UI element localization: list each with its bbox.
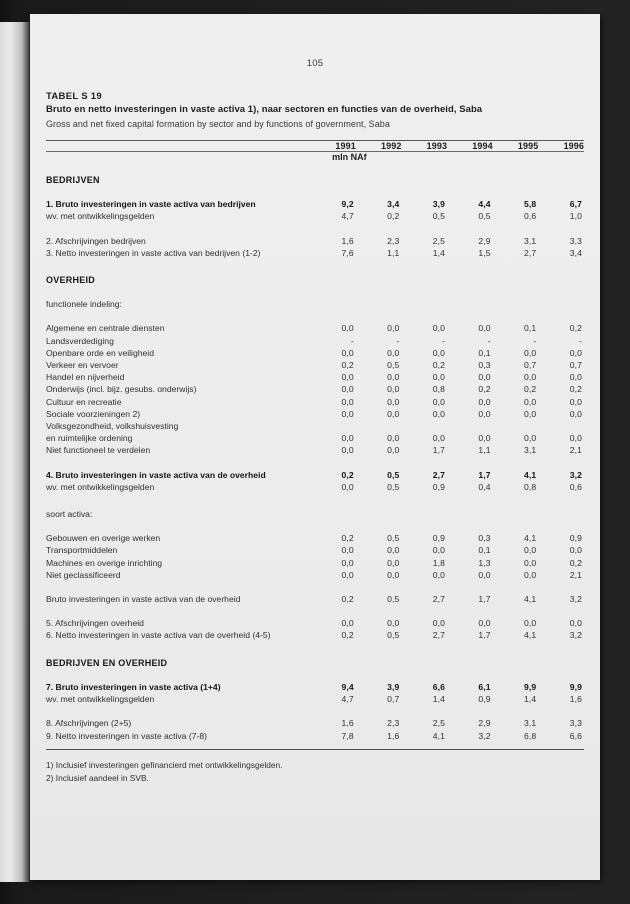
cell-value: 0,0 <box>524 618 537 629</box>
row-label: Gebouwen en overige werken <box>46 533 161 544</box>
cell-value: 2,9 <box>478 235 491 246</box>
cell-value: 0,9 <box>432 481 446 492</box>
cell-value: 0,2 <box>341 469 354 480</box>
cell-value: 0,0 <box>569 372 582 383</box>
cell-value: 0,0 <box>387 384 400 395</box>
cell-value: 0,1 <box>478 347 491 358</box>
row-label: Cultuur en recreatie <box>46 396 122 407</box>
cell-value <box>356 420 402 432</box>
table-section-heading <box>46 274 584 286</box>
cell-value: 9,2 <box>341 199 354 210</box>
row-label: 1. Bruto investeringen in vaste activa van bedrijven <box>46 199 256 210</box>
cell-value: 0,0 <box>432 408 446 419</box>
cell-value: 6,1 <box>478 681 491 692</box>
cell-value: 0,0 <box>341 618 354 629</box>
cell-value: 1,7 <box>478 469 491 480</box>
cell-value: 2,1 <box>569 569 582 580</box>
row-spacer <box>46 259 584 274</box>
cell-value: 3,2 <box>569 630 582 641</box>
cell-value: 0,0 <box>432 372 446 383</box>
cell-value: 0,0 <box>524 545 537 556</box>
table-title-english: Gross and net fixed capital formation by sector and by functions of government, Saba <box>46 119 390 129</box>
cell-value: 0,9 <box>432 533 446 544</box>
subheading-label: soort activa: <box>46 509 93 520</box>
row-label: 6. Netto investeringen in vaste activa van de overheid (4-5) <box>46 630 271 641</box>
table-row <box>46 432 584 444</box>
table-row <box>46 532 584 544</box>
row-spacer <box>46 310 584 322</box>
cell-value: 0,7 <box>569 360 582 371</box>
cell-value: 0,3 <box>478 533 491 544</box>
cell-value: 0,0 <box>387 445 400 456</box>
row-label: 4. Bruto investeringen in vaste activa van de overheid <box>46 469 266 480</box>
table-row <box>46 557 584 569</box>
row-spacer <box>46 223 584 235</box>
cell-value: 0,7 <box>387 694 400 705</box>
row-spacer <box>46 669 584 681</box>
cell-value: 1,4 <box>432 694 446 705</box>
section-heading-label: OVERHEID <box>46 275 96 286</box>
cell-value: 0,2 <box>569 384 582 395</box>
table-subheading <box>46 298 584 310</box>
year-header-row <box>46 141 584 151</box>
cell-value: 2,1 <box>569 445 582 456</box>
table-row <box>46 198 584 210</box>
section-heading-label: BEDRIJVEN <box>46 175 100 185</box>
document-page <box>30 14 600 880</box>
cell-value: 0,0 <box>478 323 491 334</box>
footnote-line: 1) Inclusief investeringen gefinancierd met ontwikkelingsgelden. <box>46 759 283 770</box>
cell-value: 0,0 <box>432 569 446 580</box>
cell-value: 4,1 <box>524 594 537 605</box>
cell-value: 9,9 <box>524 681 537 692</box>
cell-value: 9,9 <box>569 681 582 692</box>
row-spacer-cell <box>46 642 584 657</box>
row-label: Verkeer en vervoer <box>46 360 119 371</box>
table-row <box>46 383 584 395</box>
cell-value: 1,8 <box>432 557 446 568</box>
cell-value: 0,8 <box>432 384 446 395</box>
title-block <box>46 90 584 131</box>
table-row <box>46 396 584 408</box>
cell-value <box>493 420 539 432</box>
subheading-label: functionele indeling: <box>46 299 122 310</box>
cell-value: 7,8 <box>341 730 354 741</box>
cell-value: 4,7 <box>341 211 354 222</box>
cell-value: 0,2 <box>569 557 582 568</box>
row-label: Niet geclassificeerd <box>46 569 121 580</box>
cell-value: 0,6 <box>524 211 537 222</box>
cell-value: - <box>487 335 491 346</box>
cell-value: 1,6 <box>387 730 400 741</box>
cell-value: 0,8 <box>524 481 537 492</box>
cell-value: 0,5 <box>387 533 400 544</box>
row-label: wv. met ontwikkelingsgelden <box>46 481 155 492</box>
table-row <box>46 371 584 383</box>
cell-value: 0,5 <box>478 211 491 222</box>
row-label: Niet functioneel te verdelen <box>46 445 151 456</box>
cell-value: 6,7 <box>569 199 582 210</box>
cell-value: 0,5 <box>387 469 400 480</box>
row-label: Sociale voorzieningen 2) <box>46 408 141 419</box>
cell-value: 0,0 <box>387 618 400 629</box>
cell-value: 0,7 <box>524 360 537 371</box>
cell-value: 0,0 <box>387 323 400 334</box>
cell-value: 2,5 <box>432 235 446 246</box>
cell-value: - <box>442 335 446 346</box>
cell-value: 1,1 <box>478 445 491 456</box>
cell-value: 0,5 <box>387 360 400 371</box>
cell-value: 0,0 <box>341 323 354 334</box>
row-label: Algemene en centrale diensten <box>46 323 165 334</box>
table-row <box>46 469 584 481</box>
cell-value: - <box>579 335 582 346</box>
cell-value: 3,1 <box>524 235 537 246</box>
row-label: Transportmiddelen <box>46 545 118 556</box>
cell-value: 1,0 <box>569 211 582 222</box>
cell-value: 0,0 <box>387 569 400 580</box>
footnotes <box>46 759 584 785</box>
row-label: Landsverdediging <box>46 335 114 346</box>
row-spacer <box>46 493 584 508</box>
page-number: 105 <box>306 58 324 69</box>
cell-value <box>310 420 356 432</box>
row-label: 2. Afschrijvingen bedrijven <box>46 235 146 246</box>
cell-value: 6,6 <box>432 681 446 692</box>
cell-value <box>401 420 447 432</box>
row-label: Onderwijs (incl. bijz. gesubs. onderwijs) <box>46 384 197 395</box>
table-row <box>46 210 584 222</box>
cell-value: 0,9 <box>478 694 491 705</box>
cell-value: 0,0 <box>432 347 446 358</box>
cell-value: 0,0 <box>432 323 446 334</box>
cell-value: 4,1 <box>524 630 537 641</box>
cell-value: 0,2 <box>341 594 354 605</box>
row-spacer <box>46 642 584 657</box>
table-row <box>46 408 584 420</box>
cell-value: 4,1 <box>524 533 537 544</box>
row-label: wv. met ontwikkelingsgelden <box>46 694 155 705</box>
column-header-year: 1994 <box>472 141 493 151</box>
table-subheading <box>46 508 584 520</box>
column-header-year: 1996 <box>563 141 584 151</box>
section-heading-label: BEDRIJVEN EN OVERHEID <box>46 657 168 668</box>
row-spacer-cell <box>46 605 584 617</box>
cell-value: 3,2 <box>569 469 582 480</box>
cell-value: 3,2 <box>569 594 582 605</box>
table-row <box>46 730 584 742</box>
cell-value: 1,7 <box>478 630 491 641</box>
cell-value: 0,9 <box>569 533 582 544</box>
unit-label: mln NAf <box>332 152 367 162</box>
cell-value: - <box>396 335 400 346</box>
cell-value: 0,0 <box>569 618 582 629</box>
row-label: 8. Afschrijvingen (2+5) <box>46 718 132 729</box>
row-spacer-cell <box>46 286 584 298</box>
cell-value: 0,0 <box>341 384 354 395</box>
row-spacer-cell <box>46 457 584 469</box>
cell-value: 2,7 <box>432 594 446 605</box>
row-spacer-cell <box>46 493 584 508</box>
row-spacer <box>46 705 584 717</box>
cell-value: 4,1 <box>432 730 446 741</box>
table-section-heading <box>46 657 584 669</box>
cell-value: 2,7 <box>524 247 537 258</box>
cell-value: 0,0 <box>432 545 446 556</box>
cell-value: 3,4 <box>569 247 582 258</box>
table-row <box>46 681 584 693</box>
row-label: Machines en overige inrichting <box>46 557 163 568</box>
cell-value: 2,5 <box>432 718 446 729</box>
cell-value: 0,0 <box>387 396 400 407</box>
cell-value: 6,6 <box>569 730 582 741</box>
cell-value: 0,0 <box>569 347 582 358</box>
cell-value: 0,0 <box>478 372 491 383</box>
row-label: 3. Netto investeringen in vaste activa van bedrijven (1-2) <box>46 247 261 258</box>
row-label: 7. Bruto investeringen in vaste activa (1+4) <box>46 681 221 692</box>
unit-row-spacer <box>46 152 310 162</box>
column-header-year: 1993 <box>426 141 448 151</box>
cell-value: 0,6 <box>569 481 582 492</box>
cell-value: - <box>350 335 354 346</box>
cell-value <box>538 420 584 432</box>
cell-value: 0,0 <box>387 347 400 358</box>
cell-value: 1,6 <box>341 235 354 246</box>
cell-value: 0,0 <box>341 408 354 419</box>
cell-value: 0,0 <box>524 408 537 419</box>
table-row <box>46 347 584 359</box>
cell-value: 0,2 <box>341 630 354 641</box>
row-spacer-cell <box>46 669 584 681</box>
column-header-year: 1995 <box>517 141 539 151</box>
row-spacer-cell <box>46 310 584 322</box>
row-label: wv. met ontwikkelingsgelden <box>46 211 155 222</box>
row-spacer <box>46 520 584 532</box>
row-spacer <box>46 186 584 198</box>
cell-value: 0,2 <box>387 211 400 222</box>
unit-row <box>46 152 584 162</box>
cell-value: 2,3 <box>387 235 400 246</box>
data-table-body <box>46 152 584 742</box>
table-number: TABEL S 19 <box>46 91 102 102</box>
cell-value: 0,0 <box>341 347 354 358</box>
table-row <box>46 335 584 347</box>
cell-value: 1,6 <box>341 718 354 729</box>
cell-value: 0,0 <box>341 545 354 556</box>
cell-value: 2,7 <box>432 469 446 480</box>
cell-value: 0,0 <box>387 545 400 556</box>
cell-value: 0,2 <box>341 360 354 371</box>
cell-value: 0,2 <box>432 360 446 371</box>
cell-value: 7,6 <box>341 247 354 258</box>
row-spacer <box>46 286 584 298</box>
cell-value: 0,0 <box>524 433 537 444</box>
cell-value: 1,6 <box>569 694 582 705</box>
cell-value: 0,0 <box>524 569 537 580</box>
cell-value: 0,4 <box>478 481 491 492</box>
header-spacer-cell <box>46 141 310 151</box>
table-row <box>46 481 584 493</box>
cell-value: 1,5 <box>478 247 491 258</box>
cell-value: 2,7 <box>432 630 446 641</box>
cell-value: 0,0 <box>569 545 582 556</box>
cell-value: 3,9 <box>432 199 446 210</box>
row-spacer-cell <box>46 520 584 532</box>
cell-value: - <box>533 335 537 346</box>
cell-value: 0,0 <box>478 433 491 444</box>
cell-value: 1,3 <box>478 557 491 568</box>
cell-value <box>447 420 493 432</box>
cell-value: 0,0 <box>524 372 537 383</box>
cell-value: 0,0 <box>569 408 582 419</box>
cell-value: 0,1 <box>524 323 537 334</box>
footer-rule <box>46 749 584 750</box>
cell-value: 0,0 <box>387 433 400 444</box>
cell-value: 0,5 <box>432 211 446 222</box>
row-label: Openbare orde en veiligheid <box>46 347 154 358</box>
cell-value: 0,0 <box>524 347 537 358</box>
table-title-dutch: Bruto en netto investeringen in vaste activa 1), naar sectoren en functies van de overheid, Saba <box>46 104 483 115</box>
cell-value: 0,0 <box>478 618 491 629</box>
cell-value: 0,2 <box>341 533 354 544</box>
cell-value: 3,2 <box>478 730 491 741</box>
table-row <box>46 593 584 605</box>
cell-value: 3,3 <box>569 235 582 246</box>
cell-value: 0,0 <box>524 557 537 568</box>
cell-value: 5,8 <box>524 199 537 210</box>
cell-value: 3,3 <box>569 718 582 729</box>
cell-value: 0,0 <box>478 569 491 580</box>
cell-value: 0,0 <box>432 396 446 407</box>
row-label: Handel en nijverheid <box>46 372 125 383</box>
cell-value: 0,0 <box>341 557 354 568</box>
table-row <box>46 693 584 705</box>
cell-value: 0,0 <box>569 433 582 444</box>
cell-value: 0,0 <box>341 445 354 456</box>
cell-value: 0,2 <box>478 384 491 395</box>
cell-value: 6,8 <box>524 730 537 741</box>
data-table <box>46 141 584 151</box>
cell-value: 0,0 <box>432 618 446 629</box>
row-spacer <box>46 162 584 174</box>
cell-value: 0,0 <box>341 372 354 383</box>
cell-value: 4,1 <box>524 469 537 480</box>
row-spacer <box>46 457 584 469</box>
table-row <box>46 717 584 729</box>
row-label: en ruimtelijke ordening <box>46 433 133 444</box>
row-label: 9. Netto investeringen in vaste activa (7-8) <box>46 730 207 741</box>
cell-value: 3,4 <box>387 199 400 210</box>
table-row <box>46 617 584 629</box>
table-row <box>46 569 584 581</box>
cell-value: 3,1 <box>524 718 537 729</box>
cell-value: 0,1 <box>478 545 491 556</box>
row-label: Bruto investeringen in vaste activa van de overheid <box>46 594 241 605</box>
cell-value: 0,0 <box>341 396 354 407</box>
row-spacer-cell <box>46 186 584 198</box>
column-header-year: 1992 <box>381 141 402 151</box>
row-label: 5. Afschrijvingen overheid <box>46 618 144 629</box>
cell-value: 1,1 <box>387 247 400 258</box>
table-row <box>46 629 584 641</box>
cell-value: 2,9 <box>478 718 491 729</box>
book-gutter <box>0 22 30 882</box>
table-row <box>46 420 584 432</box>
cell-value: 4,7 <box>341 694 354 705</box>
cell-value: 0,0 <box>341 569 354 580</box>
table-row <box>46 359 584 371</box>
cell-value: 0,3 <box>478 360 491 371</box>
table-row <box>46 235 584 247</box>
cell-value: 0,0 <box>432 433 446 444</box>
cell-value: 1,7 <box>478 594 491 605</box>
footnote-line: 2) Inclusief aandeel in SVB. <box>46 772 149 783</box>
column-header-year: 1991 <box>335 141 356 151</box>
cell-value: 0,5 <box>387 481 400 492</box>
cell-value: 1,4 <box>524 694 537 705</box>
row-spacer-cell <box>46 259 584 274</box>
cell-value: 0,0 <box>524 396 537 407</box>
cell-value: 3,9 <box>387 681 400 692</box>
row-spacer-cell <box>46 581 584 593</box>
cell-value: 1,4 <box>432 247 446 258</box>
cell-value: 0,2 <box>524 384 537 395</box>
cell-value: 0,0 <box>478 408 491 419</box>
cell-value: 0,5 <box>387 594 400 605</box>
cell-value: 0,0 <box>387 557 400 568</box>
table-row <box>46 322 584 334</box>
cell-value: 2,3 <box>387 718 400 729</box>
cell-value: 0,2 <box>569 323 582 334</box>
row-spacer <box>46 581 584 593</box>
row-spacer-cell <box>46 705 584 717</box>
cell-value: 0,0 <box>341 481 354 492</box>
table-row <box>46 444 584 456</box>
cell-value: 0,0 <box>569 396 582 407</box>
cell-value: 0,0 <box>478 396 491 407</box>
row-spacer-cell <box>46 223 584 235</box>
row-spacer <box>46 605 584 617</box>
cell-value: 0,5 <box>387 630 400 641</box>
table-row <box>46 247 584 259</box>
cell-value: 0,0 <box>341 433 354 444</box>
cell-value: 4,4 <box>478 199 491 210</box>
cell-value: 3,1 <box>524 445 537 456</box>
row-label: Volksgezondheid, volkshuisvesting <box>46 421 179 432</box>
cell-value: 0,0 <box>387 372 400 383</box>
table-row <box>46 544 584 556</box>
cell-value: 1,7 <box>432 445 446 456</box>
row-spacer-cell <box>46 162 584 174</box>
table-section-heading <box>46 174 584 186</box>
cell-value: 9,4 <box>341 681 354 692</box>
cell-value: 0,0 <box>387 408 400 419</box>
